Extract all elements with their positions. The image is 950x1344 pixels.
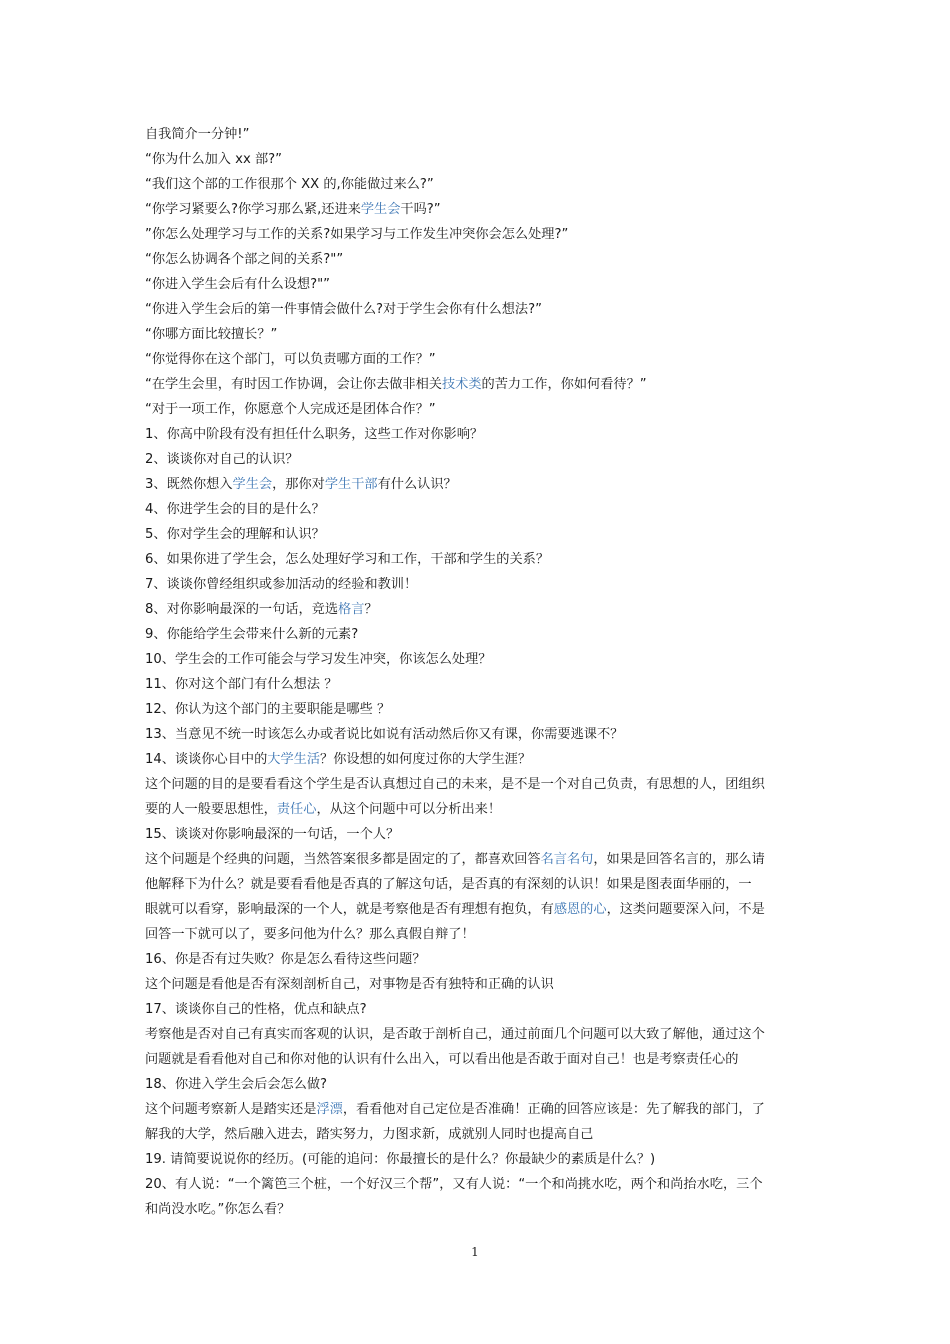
text-run: 这个问题的目的是要看看这个学生是否认真想过自己的未来，是不是一个对自己负责，有思想的人，团组织 [145, 777, 765, 792]
text-run: “你为什么加入 xx 部?” [145, 152, 282, 167]
question-line [145, 647, 807, 672]
question-line [145, 197, 807, 222]
question-line [145, 522, 807, 547]
keyword-link[interactable]: 大学生活 [267, 752, 321, 767]
text-run: 这个问题是个经典的问题，当然答案很多都是固定的了，都喜欢回答 [145, 852, 541, 867]
keyword-link[interactable]: 感恩的心 [553, 902, 607, 917]
text-run: 自我简介一分钟!” [145, 127, 250, 142]
question-line [145, 572, 807, 597]
question-line [145, 372, 807, 397]
paragraph-line [145, 1197, 807, 1222]
text-run: “你觉得你在这个部门，可以负责哪方面的工作？” [145, 352, 436, 367]
paragraph-line [145, 922, 807, 947]
text-run: “你哪方面比较擅长？” [145, 327, 278, 342]
answer-paragraph [145, 772, 807, 822]
text-run: 问题就是看看他对自己和你对他的认识有什么出入，可以看出他是否敢于面对自己！也是考察责任心的 [145, 1052, 739, 1067]
question-line [145, 547, 807, 572]
question-line [145, 497, 807, 522]
question-line [145, 122, 807, 147]
question-line [145, 447, 807, 472]
text-run: 考察他是否对自己有真实而客观的认识，是否敢于剖析自己，通过前面几个问题可以大致了解他，通过这个 [145, 1027, 765, 1042]
answer-paragraph [145, 1172, 807, 1222]
answer-paragraph [145, 972, 807, 997]
question-line [145, 472, 807, 497]
question-line [145, 247, 807, 272]
question-line [145, 597, 807, 622]
question-line [145, 297, 807, 322]
text-run: 的苦力工作，你如何看待？” [481, 377, 647, 392]
text-run: 5、你对学生会的理解和认识？ [145, 527, 325, 542]
keyword-link[interactable]: 格言 [338, 602, 365, 617]
paragraph-line [145, 847, 807, 872]
keyword-link[interactable]: 学生会 [232, 477, 273, 492]
text-run: 4、你进学生会的目的是什么？ [145, 502, 325, 517]
text-run: 这个问题是看他是否有深刻剖析自己，对事物是否有独特和正确的认识 [145, 977, 554, 992]
text-run: 3、既然你想入 [145, 477, 233, 492]
paragraph-line [145, 772, 807, 797]
keyword-link[interactable]: 名言名句 [540, 852, 594, 867]
paragraph-line [145, 1047, 807, 1072]
paragraph-line [145, 972, 807, 997]
text-run: ，那你对 [272, 477, 325, 492]
text-run: “在学生会里，有时因工作协调，会让你去做非相关 [145, 377, 442, 392]
text-run: 解我的大学，然后融入进去，踏实努力，力图求新，成就别人同时也提高自己 [145, 1127, 594, 1142]
question-line [145, 747, 807, 772]
text-run: 7、谈谈你曾经组织或参加活动的经验和教训！ [145, 577, 418, 592]
answer-paragraph [145, 1097, 807, 1147]
paragraph-line [145, 897, 807, 922]
text-run: ？你设想的如何度过你的大学生涯？ [320, 752, 532, 767]
question-line: 19. 请简要说说你的经历。(可能的追问：你最擅长的是什么？你最缺少的素质是什么？) [145, 1152, 656, 1167]
text-run: 8、对你影响最深的一句话，竞选 [145, 602, 339, 617]
keyword-link[interactable]: 责任心 [276, 802, 317, 817]
question-line [145, 622, 807, 647]
question-line [145, 172, 807, 197]
answer-paragraph [145, 1022, 807, 1072]
text-run: ，看看他对自己定位是否准确！正确的回答应该是：先了解我的部门，了 [342, 1102, 765, 1117]
text-run: “对于一项工作，你愿意个人完成还是团体合作？” [145, 402, 436, 417]
text-run: ”你怎么处理学习与工作的关系?如果学习与工作发生冲突你会怎么处理?” [145, 227, 569, 242]
keyword-link[interactable]: 学生干部 [324, 477, 378, 492]
text-run: 他解释下为什么？就是要看看他是否真的了解这句话，是否真的有深刻的认识！如果是图表面华丽的，一 [145, 877, 752, 892]
question-line [145, 422, 807, 447]
text-run: ，如果是回答名言的，那么请 [593, 852, 765, 867]
paragraph-line [145, 1122, 807, 1147]
text-run: 这个问题考察新人是踏实还是 [145, 1102, 317, 1117]
text-run: 要的人一般要思想性， [145, 802, 277, 817]
question-line: 17、谈谈你自己的性格，优点和缺点? [145, 1002, 367, 1017]
text-run: “你进入学生会后有什么设想?"” [145, 277, 330, 292]
question-line [145, 147, 807, 172]
question-line [145, 272, 807, 297]
question-line: 15、谈谈对你影响最深的一句话，一个人？ [145, 827, 400, 842]
paragraph-line [145, 1097, 807, 1122]
page-number: 1 [471, 1245, 479, 1259]
text-run: 12、你认为这个部门的主要职能是哪些 ？ [145, 702, 391, 717]
text-run: 10、学生会的工作可能会与学习发生冲突，你该怎么处理？ [145, 652, 492, 667]
text-run: 2、谈谈你对自己的认识？ [145, 452, 299, 467]
text-run: ，从这个问题中可以分析出来！ [316, 802, 502, 817]
text-run: “你进入学生会后的第一件事情会做什么?对于学生会你有什么想法?” [145, 302, 542, 317]
text-run: 9、你能给学生会带来什么新的元素? [145, 627, 359, 642]
document-body [145, 122, 807, 1222]
text-run: 和尚没水吃。”你怎么看？ [145, 1202, 291, 1217]
text-run: “你学习紧要么?你学习那么紧,还进来 [145, 202, 361, 217]
question-line: 18、你进入学生会后会怎么做? [145, 1077, 328, 1092]
question-line [145, 397, 807, 422]
text-run: 1、你高中阶段有没有担任什么职务，这些工作对你影响？ [145, 427, 484, 442]
answer-paragraph [145, 847, 807, 947]
text-run: ，这类问题要深入问，不是 [606, 902, 765, 917]
paragraph-line [145, 1172, 807, 1197]
text-run: 20、有人说：“一个篱笆三个桩，一个好汉三个帮”，又有人说：“一个和尚挑水吃，两个和尚抬水吃，三个 [145, 1177, 763, 1192]
question-line [145, 722, 807, 747]
text-run: 干吗?” [400, 202, 441, 217]
text-run: ？ [364, 602, 378, 617]
question-line [145, 222, 807, 247]
text-run: 有什么认识？ [377, 477, 457, 492]
text-run: 11、你对这个部门有什么想法 ？ [145, 677, 338, 692]
question-line [145, 347, 807, 372]
paragraph-line [145, 1022, 807, 1047]
paragraph-line [145, 872, 807, 897]
text-run: 6、如果你进了学生会，怎么处理好学习和工作，干部和学生的关系？ [145, 552, 550, 567]
text-run: “我们这个部的工作很那个 XX 的,你能做过来么?” [145, 177, 434, 192]
question-line: 16、你是否有过失败？你是怎么看待这些问题？ [145, 952, 426, 967]
question-line [145, 672, 807, 697]
keyword-link[interactable]: 学生会 [360, 202, 401, 217]
question-line [145, 697, 807, 722]
keyword-link[interactable]: 技术类 [441, 377, 482, 392]
paragraph-line [145, 797, 807, 822]
text-run: 眼就可以看穿，影响最深的一个人，就是考察他是否有理想有抱负，有 [145, 902, 554, 917]
keyword-link[interactable]: 浮漂 [316, 1102, 343, 1117]
question-line [145, 322, 807, 347]
text-run: “你怎么协调各个部之间的关系?"” [145, 252, 344, 267]
text-run: 回答一下就可以了，要多问他为什么？那么真假自辩了！ [145, 927, 475, 942]
text-run: 14、谈谈你心目中的 [145, 752, 268, 767]
text-run: 13、当意见不统一时该怎么办或者说比如说有活动然后你又有课，你需要逃课不？ [145, 727, 624, 742]
